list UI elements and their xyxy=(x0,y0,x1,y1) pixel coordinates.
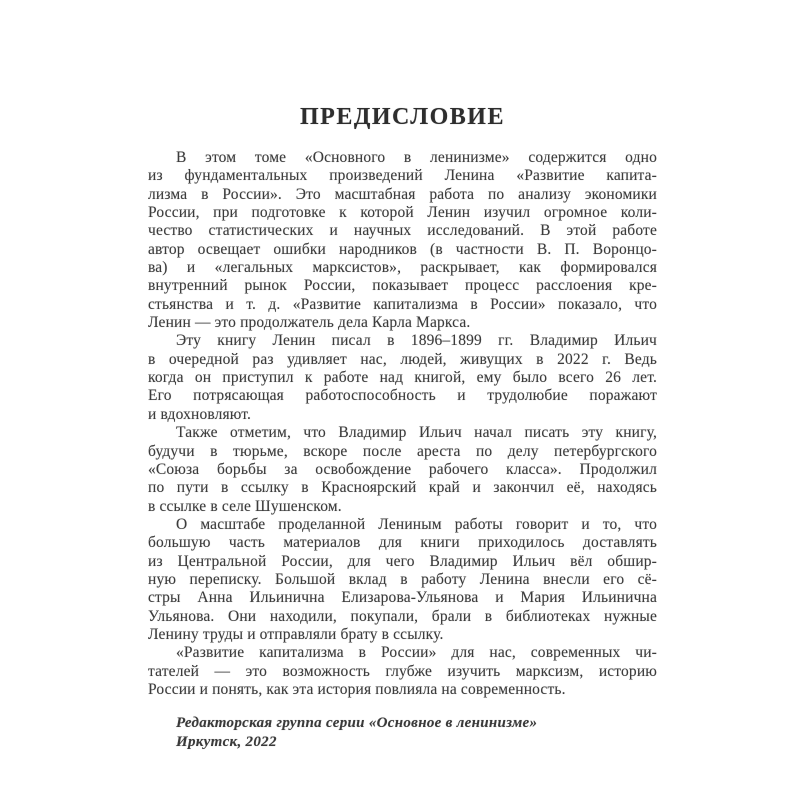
signature-line-1: Редакторская группа серии «Основное в ленинизме» xyxy=(176,715,538,731)
text-line: стры Анна Ильинична Елизарова-Ульянова и Мария Ильинична xyxy=(148,589,657,607)
text-line: Ульянова. Они находили, покупали, брали в библиотеках нужные xyxy=(148,607,657,625)
text-line: ва) и «легальных марксистов», раскрывает, как формировался xyxy=(148,259,657,277)
text-line: Ленин — это продолжатель дела Карла Маркса. xyxy=(148,314,471,332)
text-line: в ссылке в селе Шушенском. xyxy=(148,497,342,515)
paragraph xyxy=(148,516,657,644)
text-line: Ленину труды и отправляли брату в ссылку. xyxy=(148,625,444,643)
body-text xyxy=(148,149,657,699)
text-line: лизма в России». Это масштабная работа по анализу экономики xyxy=(148,185,657,203)
paragraph xyxy=(148,424,657,516)
text-line: «Развитие капитализма в России» для нас, современных чи- xyxy=(176,644,657,662)
text-line: В этом томе «Основного в ленинизме» содержится одно xyxy=(176,149,657,166)
editorial-signature xyxy=(176,714,657,751)
text-line: О масштабе проделанной Лениным работы говорит и то, что xyxy=(176,515,657,533)
text-line: чество статистических и научных исследований. В этой работе xyxy=(148,222,657,240)
text-line: когда он приступил к работе над книгой, ему было всего 26 лет. xyxy=(148,369,657,387)
text-line: автор освещает ошибки народников (в частности В. П. Воронцо- xyxy=(148,240,657,258)
text-line: из Центральной России, для чего Владимир Ильич вёл обшир- xyxy=(148,552,657,570)
paragraph xyxy=(148,332,657,424)
text-line: большую часть материалов для книги приходилось доставлять xyxy=(148,534,657,552)
text-line: тателей — это возможность глубже изучить марксизм, историю xyxy=(148,662,657,680)
text-line: будучи в тюрьме, вскоре после ареста по делу петербургского xyxy=(148,442,657,460)
text-line: внутренний рынок России, показывает процесс расслоения кре- xyxy=(148,277,657,295)
text-line: в очередной раз удивляет нас, людей, живущих в 2022 г. Ведь xyxy=(148,350,657,368)
text-line: «Союза борьбы за освобождение рабочего класса». Продолжил xyxy=(148,460,657,478)
paragraph xyxy=(148,149,657,332)
text-line: по пути в ссылку в Красноярский край и закончил её, находясь xyxy=(148,479,657,497)
text-line: Эту книгу Ленин писал в 1896–1899 гг. Владимир Ильич xyxy=(176,332,657,350)
text-line: России и понять, как эта история повлияла на современность. xyxy=(148,680,566,698)
page-title: ПРЕДИСЛОВИЕ xyxy=(300,104,505,130)
text-line: и вдохновляют. xyxy=(148,405,252,423)
text-line: стьянства и т. д. «Развитие капитализма в России» показало, что xyxy=(148,295,657,313)
text-line: Его потрясающая работоспособность и трудолюбие поражают xyxy=(148,387,657,405)
paragraph xyxy=(148,644,657,699)
signature-line-2: Иркутск, 2022 xyxy=(176,733,277,750)
text-line: из фундаментальных произведений Ленина «Развитие капита- xyxy=(148,167,657,185)
text-line: ную переписку. Большой вклад в работу Ленина внесли его сё- xyxy=(148,570,657,588)
text-line: России, при подготовке к которой Ленин изучил огромное коли- xyxy=(148,204,657,222)
text-line: Также отметим, что Владимир Ильич начал писать эту книгу, xyxy=(176,424,657,442)
